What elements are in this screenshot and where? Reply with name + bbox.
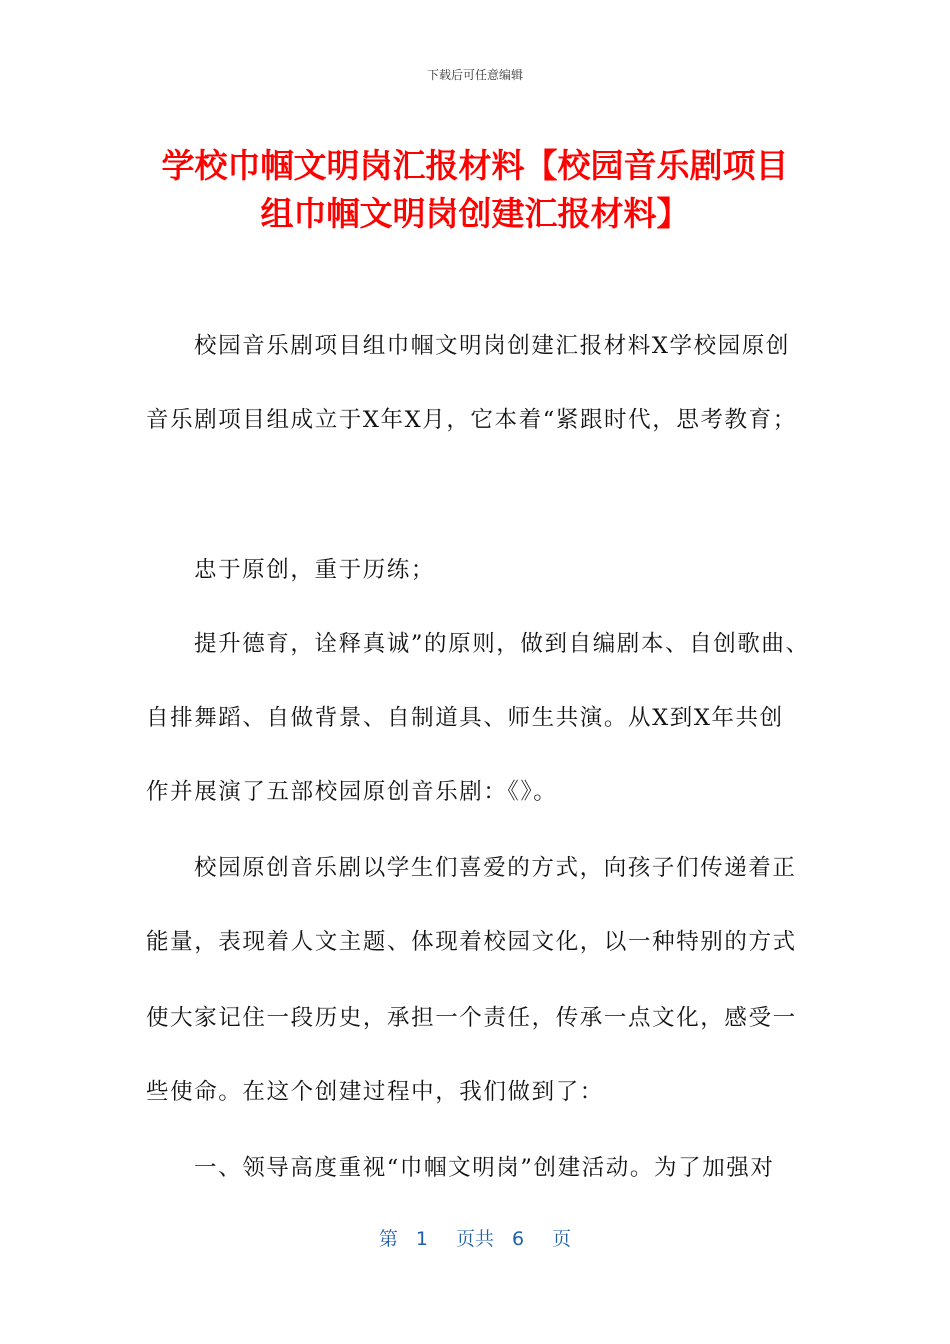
header-note: 下载后可任意编辑 <box>426 68 523 82</box>
footer-prefix: 第 <box>378 1228 398 1250</box>
footer-middle: 页共 <box>455 1228 494 1250</box>
footer-current-page: 1 <box>415 1228 428 1250</box>
body-line-6: 作并展演了五部校园原创音乐剧：《》。 <box>146 779 558 805</box>
body-line-3: 忠于原创，重于历练； <box>194 557 436 583</box>
body-line-4: 提升德育，诠释真诚”的原则，做到自编剧本、自创歌曲、 <box>194 631 810 657</box>
title-line-2: 组巾帼文明岗创建汇报材料】 <box>260 194 690 233</box>
body-line-10: 些使命。在这个创建过程中，我们做到了： <box>146 1079 604 1105</box>
body-line-5: 自排舞蹈、自做背景、自制道具、师生共演。从X到X年共创 <box>146 705 784 731</box>
document-title <box>60 142 890 238</box>
title-line-1: 学校巾帼文明岗汇报材料【校园音乐剧项目 <box>161 146 789 185</box>
body-line-11: 一、领导高度重视“巾帼文明岗”创建活动。为了加强对 <box>194 1155 775 1181</box>
footer-suffix: 页 <box>552 1228 572 1250</box>
body-line-9: 使大家记住一段历史，承担一个责任，传承一点文化，感受一 <box>146 1005 797 1031</box>
body-line-8: 能量，表现着人文主题、体现着校园文化，以一种特别的方式 <box>146 929 797 955</box>
body-line-2: 音乐剧项目组成立于X年X月，它本着“紧跟时代，思考教育； <box>146 407 797 433</box>
body-line-1: 校园音乐剧项目组巾帼文明岗创建汇报材料X学校园原创 <box>194 333 791 359</box>
page-footer <box>0 1224 950 1251</box>
footer-total-pages: 6 <box>512 1228 525 1250</box>
body-line-7: 校园原创音乐剧以学生们喜爱的方式，向孩子们传递着正 <box>194 855 797 881</box>
